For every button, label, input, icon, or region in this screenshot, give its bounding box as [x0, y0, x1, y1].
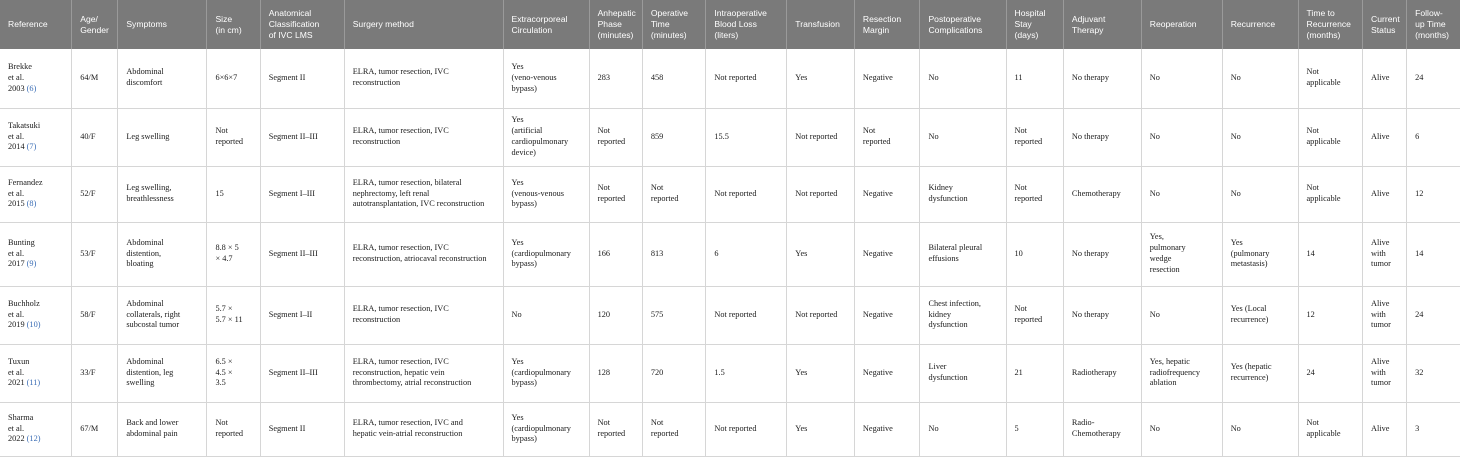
cell-age-gender: 52/F	[72, 166, 118, 222]
cell-classification: Segment II	[260, 402, 344, 456]
table-row	[0, 166, 1460, 222]
cell-complications: Bilateral pleural effusions	[920, 222, 1006, 286]
cell-time-to-recurrence: Not applicable	[1298, 108, 1363, 166]
table-row	[0, 108, 1460, 166]
cell-recurrence: Yes (hepatic recurrence)	[1222, 344, 1298, 402]
header-reoperation: Reoperation	[1141, 0, 1222, 49]
cell-blood-loss: 1.5	[706, 344, 787, 402]
header-resection-margin: Resection Margin	[854, 0, 920, 49]
cell-anhepatic-phase: 120	[589, 286, 642, 344]
cell-adjuvant-therapy: No therapy	[1063, 222, 1141, 286]
cell-size: 6×6×7	[207, 49, 260, 108]
cell-age-gender: 67/M	[72, 402, 118, 456]
cell-extracorporeal: Yes (venous-venous bypass)	[503, 166, 589, 222]
header-surgery-method: Surgery method	[344, 0, 503, 49]
cell-anhepatic-phase: Not reported	[589, 402, 642, 456]
cell-age-gender: 40/F	[72, 108, 118, 166]
citation-link[interactable]: (9)	[26, 259, 37, 269]
cell-hospital-stay: 10	[1006, 222, 1063, 286]
cell-transfusion: Yes	[787, 222, 855, 286]
cell-symptoms: Abdominal discomfort	[118, 49, 207, 108]
cell-surgery-method: ELRA, tumor resection, IVC reconstruction, atriocaval reconstruction	[344, 222, 503, 286]
cell-reoperation: No	[1141, 108, 1222, 166]
cell-follow-up: 14	[1407, 222, 1460, 286]
header-anatomical-classification: Anatomical Classification of IVC LMS	[260, 0, 344, 49]
cell-age-gender: 33/F	[72, 344, 118, 402]
header-adjuvant-therapy: Adjuvant Therapy	[1063, 0, 1141, 49]
cell-operative-time: 813	[642, 222, 706, 286]
cell-resection-margin: Negative	[854, 344, 920, 402]
cell-recurrence: No	[1222, 108, 1298, 166]
cell-reference: Fernandez et al. 2015 (8)	[0, 166, 72, 222]
cell-resection-margin: Negative	[854, 166, 920, 222]
cell-transfusion: Yes	[787, 344, 855, 402]
cell-transfusion: Not reported	[787, 108, 855, 166]
cell-symptoms: Leg swelling	[118, 108, 207, 166]
cell-hospital-stay: 5	[1006, 402, 1063, 456]
cell-adjuvant-therapy: Radio- Chemotherapy	[1063, 402, 1141, 456]
cell-blood-loss: Not reported	[706, 166, 787, 222]
cell-blood-loss: 15.5	[706, 108, 787, 166]
cell-surgery-method: ELRA, tumor resection, IVC reconstruction	[344, 286, 503, 344]
cell-reference: Buchholz et al. 2019 (10)	[0, 286, 72, 344]
cell-follow-up: 24	[1407, 286, 1460, 344]
cell-recurrence: No	[1222, 402, 1298, 456]
cell-size: 15	[207, 166, 260, 222]
cell-extracorporeal: Yes (artificial cardiopulmonary device)	[503, 108, 589, 166]
cell-adjuvant-therapy: No therapy	[1063, 286, 1141, 344]
header-current-status: Current Status	[1363, 0, 1407, 49]
cell-blood-loss: Not reported	[706, 402, 787, 456]
cell-age-gender: 58/F	[72, 286, 118, 344]
cell-hospital-stay: Not reported	[1006, 286, 1063, 344]
cell-reoperation: No	[1141, 166, 1222, 222]
cell-complications: Chest infection, kidney dysfunction	[920, 286, 1006, 344]
cell-reference: Sharma et al. 2022 (12)	[0, 402, 72, 456]
cell-surgery-method: ELRA, tumor resection, IVC reconstruction	[344, 49, 503, 108]
cell-time-to-recurrence: 14	[1298, 222, 1363, 286]
cell-size: 6.5 × 4.5 × 3.5	[207, 344, 260, 402]
cell-anhepatic-phase: Not reported	[589, 166, 642, 222]
cell-adjuvant-therapy: Chemotherapy	[1063, 166, 1141, 222]
cell-hospital-stay: Not reported	[1006, 108, 1063, 166]
cell-transfusion: Not reported	[787, 286, 855, 344]
cell-current-status: Alive	[1363, 402, 1407, 456]
cell-transfusion: Yes	[787, 402, 855, 456]
cell-operative-time: 859	[642, 108, 706, 166]
header-anhepatic-phase: Anhepatic Phase (minutes)	[589, 0, 642, 49]
cell-reoperation: Yes, pulmonary wedge resection	[1141, 222, 1222, 286]
cell-extracorporeal: Yes (veno-venous bypass)	[503, 49, 589, 108]
cell-classification: Segment II–III	[260, 344, 344, 402]
header-size: Size (in cm)	[207, 0, 260, 49]
cell-complications: Liver dysfunction	[920, 344, 1006, 402]
cell-reference: Takatsuki et al. 2014 (7)	[0, 108, 72, 166]
cell-age-gender: 53/F	[72, 222, 118, 286]
table-row	[0, 286, 1460, 344]
cell-reference: Bunting et al. 2017 (9)	[0, 222, 72, 286]
cell-follow-up: 24	[1407, 49, 1460, 108]
cell-size: 5.7 × 5.7 × 11	[207, 286, 260, 344]
cell-size: 8.8 × 5 × 4.7	[207, 222, 260, 286]
cell-follow-up: 6	[1407, 108, 1460, 166]
header-blood-loss: Intraoperative Blood Loss (liters)	[706, 0, 787, 49]
cell-reoperation: No	[1141, 286, 1222, 344]
citation-link[interactable]: (6)	[26, 83, 37, 93]
header-extracorporeal-circulation: Extracorporeal Circulation	[503, 0, 589, 49]
cell-follow-up: 12	[1407, 166, 1460, 222]
cell-recurrence: No	[1222, 166, 1298, 222]
cell-transfusion: Yes	[787, 49, 855, 108]
table-row	[0, 49, 1460, 108]
cell-reference: Brekke et al. 2003 (6)	[0, 49, 72, 108]
header-hospital-stay: Hospital Stay (days)	[1006, 0, 1063, 49]
cell-extracorporeal: No	[503, 286, 589, 344]
cell-size: Not reported	[207, 402, 260, 456]
header-age-gender: Age/ Gender	[72, 0, 118, 49]
cell-hospital-stay: 11	[1006, 49, 1063, 108]
cell-current-status: Alive with tumor	[1363, 286, 1407, 344]
cell-complications: No	[920, 108, 1006, 166]
cell-classification: Segment II–III	[260, 222, 344, 286]
cell-classification: Segment I–II	[260, 286, 344, 344]
cell-reoperation: Yes, hepatic radiofrequency ablation	[1141, 344, 1222, 402]
cell-anhepatic-phase: 166	[589, 222, 642, 286]
cell-symptoms: Abdominal distention, leg swelling	[118, 344, 207, 402]
cell-operative-time: Not reported	[642, 166, 706, 222]
cell-follow-up: 3	[1407, 402, 1460, 456]
cell-anhepatic-phase: Not reported	[589, 108, 642, 166]
citation-link[interactable]: (10)	[26, 320, 41, 330]
cell-surgery-method: ELRA, tumor resection, bilateral nephrectomy, left renal autotransplantation, IVC reconstruction	[344, 166, 503, 222]
cell-current-status: Alive	[1363, 166, 1407, 222]
cell-blood-loss: Not reported	[706, 286, 787, 344]
cell-symptoms: Leg swelling, breathlessness	[118, 166, 207, 222]
cell-surgery-method: ELRA, tumor resection, IVC reconstruction	[344, 108, 503, 166]
table-row	[0, 344, 1460, 402]
cell-current-status: Alive	[1363, 49, 1407, 108]
cell-symptoms: Back and lower abdominal pain	[118, 402, 207, 456]
table-row	[0, 402, 1460, 456]
cell-blood-loss: Not reported	[706, 49, 787, 108]
cell-resection-margin: Not reported	[854, 108, 920, 166]
cell-anhepatic-phase: 283	[589, 49, 642, 108]
cell-recurrence: Yes (pulmonary metastasis)	[1222, 222, 1298, 286]
cell-resection-margin: Negative	[854, 49, 920, 108]
cell-hospital-stay: 21	[1006, 344, 1063, 402]
cell-complications: Kidney dysfunction	[920, 166, 1006, 222]
cell-classification: Segment II	[260, 49, 344, 108]
cell-recurrence: No	[1222, 49, 1298, 108]
cell-recurrence: Yes (Local recurrence)	[1222, 286, 1298, 344]
cell-adjuvant-therapy: No therapy	[1063, 108, 1141, 166]
cell-reoperation: No	[1141, 49, 1222, 108]
cell-reference: Tuxun et al. 2021 (11)	[0, 344, 72, 402]
cell-hospital-stay: Not reported	[1006, 166, 1063, 222]
cell-transfusion: Not reported	[787, 166, 855, 222]
cell-complications: No	[920, 49, 1006, 108]
cell-operative-time: 720	[642, 344, 706, 402]
citation-link[interactable]: (7)	[26, 142, 37, 152]
cell-operative-time: 575	[642, 286, 706, 344]
cell-complications: No	[920, 402, 1006, 456]
header-operative-time: Operative Time (minutes)	[642, 0, 706, 49]
citation-link[interactable]: (8)	[26, 199, 37, 209]
cell-current-status: Alive with tumor	[1363, 344, 1407, 402]
cell-surgery-method: ELRA, tumor resection, IVC and hepatic vein-atrial reconstruction	[344, 402, 503, 456]
cell-extracorporeal: Yes (cardiopulmonary bypass)	[503, 222, 589, 286]
header-follow-up-time: Follow- up Time (months)	[1407, 0, 1460, 49]
header-reference: Reference	[0, 0, 72, 49]
cell-surgery-method: ELRA, tumor resection, IVC reconstruction, hepatic vein thrombectomy, atrial reconstruction	[344, 344, 503, 402]
cell-extracorporeal: Yes (cardiopulmonary bypass)	[503, 402, 589, 456]
cell-age-gender: 64/M	[72, 49, 118, 108]
cell-time-to-recurrence: Not applicable	[1298, 402, 1363, 456]
cell-current-status: Alive with tumor	[1363, 222, 1407, 286]
cell-time-to-recurrence: 12	[1298, 286, 1363, 344]
cell-operative-time: Not reported	[642, 402, 706, 456]
cell-blood-loss: 6	[706, 222, 787, 286]
cell-time-to-recurrence: Not applicable	[1298, 49, 1363, 108]
header-transfusion: Transfusion	[787, 0, 855, 49]
cell-adjuvant-therapy: Radiotherapy	[1063, 344, 1141, 402]
cell-reoperation: No	[1141, 402, 1222, 456]
cell-symptoms: Abdominal collaterals, right subcostal tumor	[118, 286, 207, 344]
header-recurrence: Recurrence	[1222, 0, 1298, 49]
cell-time-to-recurrence: Not applicable	[1298, 166, 1363, 222]
cell-current-status: Alive	[1363, 108, 1407, 166]
cell-resection-margin: Negative	[854, 402, 920, 456]
table-row	[0, 222, 1460, 286]
cell-adjuvant-therapy: No therapy	[1063, 49, 1141, 108]
cell-size: Not reported	[207, 108, 260, 166]
citation-link[interactable]: (12)	[26, 434, 41, 444]
cell-classification: Segment II–III	[260, 108, 344, 166]
citation-link[interactable]: (11)	[26, 378, 41, 388]
cell-anhepatic-phase: 128	[589, 344, 642, 402]
header-symptoms: Symptoms	[118, 0, 207, 49]
cell-resection-margin: Negative	[854, 286, 920, 344]
cell-resection-margin: Negative	[854, 222, 920, 286]
cell-operative-time: 458	[642, 49, 706, 108]
header-row	[0, 0, 1460, 49]
cell-time-to-recurrence: 24	[1298, 344, 1363, 402]
cell-follow-up: 32	[1407, 344, 1460, 402]
cell-extracorporeal: Yes (cardiopulmonary bypass)	[503, 344, 589, 402]
header-postoperative-complications: Postoperative Complications	[920, 0, 1006, 49]
cell-classification: Segment I–III	[260, 166, 344, 222]
cell-symptoms: Abdominal distention, bloating	[118, 222, 207, 286]
header-time-to-recurrence: Time to Recurrence (months)	[1298, 0, 1363, 49]
